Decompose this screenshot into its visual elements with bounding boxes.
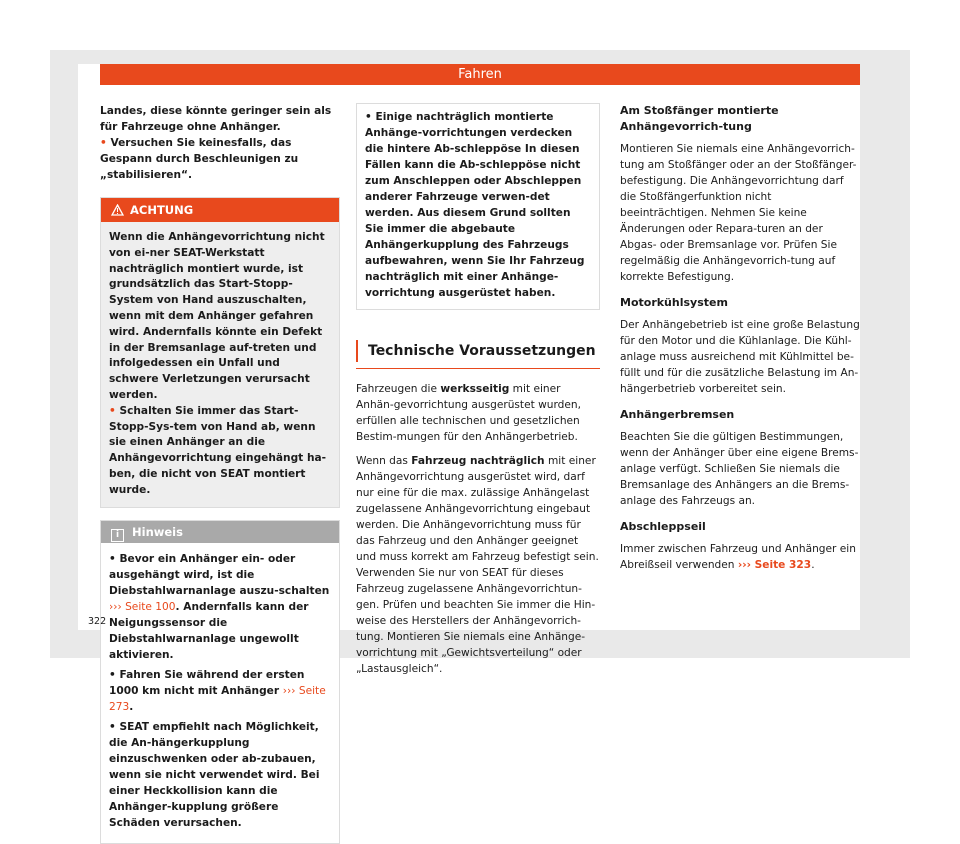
- hint-body: [101, 543, 339, 843]
- page-reference-link[interactable]: ››› Seite 273: [109, 684, 326, 713]
- warning-triangle-icon: [111, 200, 124, 224]
- column-2: [356, 103, 600, 677]
- page-reference-link[interactable]: ››› Seite 100: [109, 600, 176, 613]
- info-square-icon: i: [111, 529, 124, 542]
- paragraph: Wenn das Fahrzeug nachträglich mit einer Anhängevorrichtung ausgerüstet wird, darf nur eine für die max. zulässige Anhängelast zugelassene Anhängevorrichtung eingebaut werden. Die Anhängevorrichtung muss für das Fahrzeug und den Anhänger geeignet und muss korrekt am Fahrzeug befestigt sein. Verwenden Sie nur von SEAT für dieses Fahrzeug zugelassene Anhängevorrichtun-gen. Prüfen und beachten Sie immer die Hin-weise des Herstellers der Anhängevorrich-tung. Montieren Sie niemals eine Anhänge-vorrichtung mit „Gewichtsverteilung“ oder „Lastausgleich“.: [356, 455, 599, 675]
- column-1: [100, 103, 340, 844]
- bullet-item: • Versuchen Sie keinesfalls, das Gespann durch Beschleunigen zu „stabilisieren“.: [100, 135, 340, 183]
- paragraph: Montieren Sie niemals eine Anhängevorrich-tung am Stoßfänger oder an der Stoßfänger-befestigung. Die Anhängevorrichtung darf die Stoßfängerfunktion nicht beeinträchtigen. Nehmen Sie keine Änderungen oder Repara-turen an der Abgas- oder Bremsanlage vor. Prüfen Sie regelmäßig die Anhängevorrich-tung auf korrekte Befestigung.: [620, 143, 857, 283]
- paragraph: Der Anhängebetrieb ist eine große Belastung für den Motor und die Kühlanlage. Die Kühl-anlage muss ausreichend mit Kühlmittel be-füllt und für die zusätzliche Belastung im An-hängerbetrieb vorbereitet sein.: [620, 319, 860, 395]
- paragraph: Beachten Sie die gültigen Bestimmungen, wenn der Anhänger über eine eigene Brems-anlage verfügt. Schließen Sie niemals die Bremsanlage des Anhängers an die Brems-anlage des Fahrzeugs an.: [620, 431, 859, 507]
- hint-box: [100, 520, 340, 844]
- warning-title: ACHTUNG: [130, 203, 194, 217]
- subheading: Anhängerbremsen: [620, 408, 735, 421]
- subheading: Abschleppseil: [620, 520, 706, 533]
- warning-body: [101, 222, 339, 507]
- section-title: Technische Voraussetzungen: [356, 340, 600, 362]
- page-number: 322: [88, 616, 107, 627]
- paragraph: Fahrzeugen die werksseitig mit einer Anhän-gevorrichtung ausgerüstet wurden, erfüllen alle technischen und gesetzlichen Bestim-mungen für den Anhängerbetrieb.: [356, 383, 581, 443]
- warning-box: [100, 197, 340, 508]
- column-3: [620, 103, 860, 573]
- warning-bullet: • Schalten Sie immer das Start-Stopp-Sys-tem von Hand ab, wenn sie einen Anhänger an die Anhängevorrichtung eingehängt ha-ben, die nicht von SEAT montiert wurde.: [109, 404, 331, 499]
- chapter-title: Fahren: [458, 67, 502, 82]
- section-divider: [356, 368, 600, 369]
- warning-header: [101, 198, 339, 222]
- hint-title: Hinweis: [132, 524, 183, 539]
- paragraph: Immer zwischen Fahrzeug und Anhänger ein Abreißseil verwenden ››› Seite 323.: [620, 543, 856, 571]
- box-bullet: • Einige nachträglich montierte Anhänge-vorrichtungen verdecken die hintere Ab-schleppöse In diesen Fällen kann die Ab-schleppöse nicht zum Anschleppen oder Abschleppen anderer Fahrzeuge verwen-det werden. Aus diesem Grund sollten Sie immer die abgebaute Anhängerkupplung des Fahrzeugs aufbewahren, wenn Sie Ihr Fahrzeug nachträglich mit einer Anhänge-vorrichtung ausgerüstet haben.: [365, 109, 591, 301]
- hint-header: [101, 521, 339, 543]
- intro-text: Landes, diese könnte geringer sein als für Fahrzeuge ohne Anhänger.: [100, 105, 332, 133]
- page-reference-link[interactable]: ››› Seite 323: [737, 559, 812, 571]
- warning-paragraph: Wenn die Anhängevorrichtung nicht von ei-ner SEAT-Werkstatt nachträglich montiert wurde, ist grundsätzlich das Start-Stopp-System von Hand auszuschalten, wenn mit dem Anhänger gefahren wird. Andernfalls könnte ein Defekt in der Bremsanlage auf-treten und infolgedessen ein Unfall und schwere Verletzungen verursacht werden.: [109, 231, 325, 401]
- hint-bullet-1: • Bevor ein Anhänger ein- oder ausgehängt wird, ist die Diebstahlwarnanlage auszu-schalten ››› Seite 100. Andernfalls kann der Neigungssensor die Diebstahlwarnanlage ungewollt aktivieren.: [109, 551, 331, 663]
- hint-bullet-2: • Fahren Sie während der ersten 1000 km nicht mit Anhänger ››› Seite 273.: [109, 667, 331, 715]
- hint-bullet-3: • SEAT empfiehlt nach Möglichkeit, die An-hängerkupplung einzuschwenken oder ab-zubauen, wenn sie nicht verwendet wird. Bei einer Heckkollision kann die Anhänger-kupplung größere Schäden verursachen.: [109, 719, 331, 831]
- subheading: Motorkühlsystem: [620, 296, 728, 309]
- chapter-header: [100, 64, 860, 85]
- warning-continuation-box: [356, 103, 600, 310]
- subheading: Am Stoßfänger montierte Anhängevorrich-tung: [620, 104, 779, 133]
